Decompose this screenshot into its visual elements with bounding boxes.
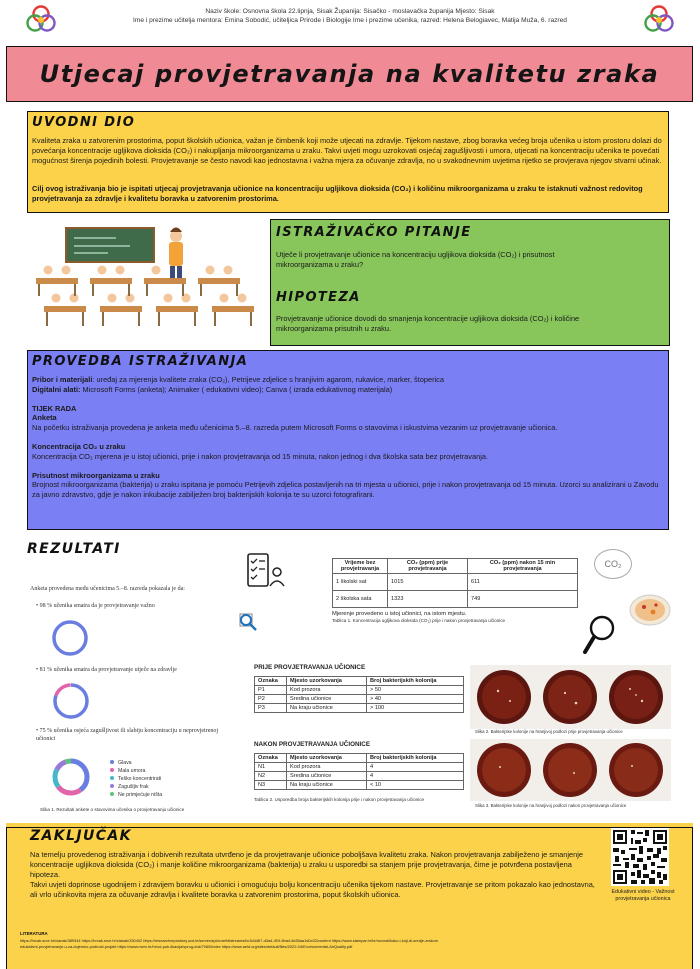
legend-item bbox=[110, 768, 162, 776]
survey-bullet-3: • 75 % učenika osjeća zagušljivost ili slabiju koncentraciju u neprovjetrenoj učionici bbox=[36, 728, 219, 742]
bact-cell: N3 bbox=[255, 781, 287, 790]
photo1-caption: Slika 2. Bakterijske kolonije na hranjivoj podlozi prije provjetravanja učionice bbox=[475, 729, 623, 734]
workflow-heading: TIJEK RADA bbox=[32, 403, 77, 413]
table-row bbox=[255, 704, 464, 713]
hypothesis-text: Provjetravanje učionice dovodi do smanjenja koncentracije ugljikova dioksida (CO₂) i količine mikroorganizama prisutnih u zraku. bbox=[276, 314, 580, 333]
petri-photo-after bbox=[470, 739, 671, 801]
co2-table-wrap bbox=[332, 558, 578, 623]
digital-tools-line bbox=[32, 385, 664, 395]
table-row bbox=[255, 686, 464, 695]
school-logo-left bbox=[24, 2, 58, 36]
legend-label: Mala umora bbox=[118, 768, 146, 774]
title-band bbox=[6, 46, 693, 102]
bact-cell: 4 bbox=[367, 772, 464, 781]
bact-cell: > 40 bbox=[367, 695, 464, 704]
photo2-caption: Slika 3. Bakterijske kolonije na hranjivoj podlozi nakon provjetravanja učionice bbox=[475, 803, 627, 808]
bact-th: Broj bakterijskih kolonija bbox=[367, 754, 464, 763]
header-school-line: Naziv škole: Osnovna škola 22.lipnja, Sisak Županija: Sisačko - moslavačka županija Mjesto: Sisak bbox=[205, 8, 495, 15]
co2-text: Koncentracija CO₂ mjerena je u istoj učionici, prije i nakon provjetravanja od 15 minuta, nakon jednog i dva školska sata bez provjetravanja. bbox=[32, 451, 489, 461]
bact-cell: 4 bbox=[367, 763, 464, 772]
co2-heading: Koncentracija CO₂ u zraku bbox=[32, 441, 126, 451]
bact-cell: N1 bbox=[255, 763, 287, 772]
bacteria-before-table bbox=[254, 676, 464, 713]
survey-bullet-3-text: 75 % učenika osjeća zagušljivost ili slabiju koncentraciju u neprovjetrenoj učionici bbox=[36, 728, 219, 742]
survey-legend bbox=[110, 760, 162, 800]
references-heading: LITERATURA bbox=[20, 931, 48, 936]
bact-cell: P3 bbox=[255, 704, 287, 713]
references-line-2: edukativni-provjetravanje-u-za-dojemno-podructi-projekt https://www.mzm.hr/hr/od-pub-likacija/sprog-dok/7060/index https://www.aeid.org/sites/default/files/2022-04/Environmental-AirQuality.pdf bbox=[20, 944, 353, 949]
legend-dot bbox=[110, 792, 114, 796]
references-line-1: https://hrcak.srce.hr/clanak/389344 https://hrcak.srce.hr/clanak/330402 https://researchrepository.ucd.ie/server/api/core/bitstreams/bc3d4467-d3a4-4f1f-9ba4-8c55aa1d0c32/content https://www.stampar.hr/hr/novosti/kako-i-koji-di-sredje-zrakom bbox=[20, 938, 438, 943]
school-logo-right bbox=[642, 2, 676, 36]
co2-th: CO₂ (ppm) prije provjetravanja bbox=[388, 559, 468, 574]
conclusion-paragraph-1: Na temelju provedenog istraživanja i dobivenih rezultata utvrđeno je da provjetravanje učionice poboljšava kvalitetu zraka. Nakon provjetravanja zabilježeno je smanjenje koncentracije ugljikova dioksida (CO₂) i manje količine mikroorganizama (bakterija) u zraku u usporedbi sa stanjem prije provjetravanja, čime je potvrđena postavljena hipoteza. bbox=[30, 850, 583, 879]
methods-heading: PROVEDBA ISTRAŽIVANJA bbox=[32, 354, 249, 369]
co2-cloud-label: CO₂ bbox=[604, 559, 622, 569]
survey-text: Na početku istraživanja provedena je anketa među učenicima 5.–8. razreda putem Microsoft Forms o stavovima i iskustvima vezanim uz provjetravanje učionica. bbox=[32, 423, 558, 433]
survey-caption: Slika 1. Rezultati ankete o stavovima učenika o provjetravanju učionice bbox=[40, 807, 185, 812]
bact-cell: Kod prozora bbox=[287, 763, 367, 772]
bact-th: Oznaka bbox=[255, 754, 287, 763]
checklist-icon bbox=[246, 552, 286, 590]
legend-dot bbox=[110, 784, 114, 788]
intro-panel bbox=[27, 111, 669, 213]
table2-caption: Tablica 2. Usporedba broja bakterijskih kolonija prije i nakon provjetravanja učionice bbox=[254, 797, 425, 802]
after-title: NAKON PROVJETRAVANJA UČIONICE bbox=[254, 741, 371, 748]
petri-photo-before bbox=[470, 665, 671, 729]
legend-item bbox=[110, 784, 162, 792]
methods-panel bbox=[27, 350, 669, 530]
table-row bbox=[255, 763, 464, 772]
results-heading: REZULTATI bbox=[27, 541, 121, 557]
legend-label: Ne primjećuje ništa bbox=[118, 792, 163, 798]
materials-label: Pribor i materijali bbox=[32, 375, 93, 384]
survey-donut-3 bbox=[48, 754, 94, 800]
search-icon bbox=[237, 611, 259, 633]
poster-title: Utjecaj provjetravanja na kvalitetu zraka bbox=[39, 60, 660, 88]
bact-cell: < 10 bbox=[367, 781, 464, 790]
legend-item bbox=[110, 776, 162, 784]
co2-th: CO₂ (ppm) nakon 15 min provjetravanja bbox=[468, 559, 578, 574]
bact-th: Mjesto uzorkovanja bbox=[287, 754, 367, 763]
classroom-illustration bbox=[30, 222, 262, 332]
table-row bbox=[333, 591, 578, 608]
survey-donut-1 bbox=[50, 618, 90, 658]
survey-bullet-2: • 81 % učenika smatra da provjetravanje utječe na zdravlje bbox=[36, 667, 177, 673]
co2-table bbox=[332, 558, 578, 608]
conclusion-panel bbox=[6, 823, 693, 969]
survey-bullet-1-text: 98 % učenika smatra da je provjetravanje važno bbox=[39, 603, 155, 609]
bact-cell: Kod prozora bbox=[287, 686, 367, 695]
header-authors-line: Ime i prezime učitelja mentora: Emina Sobodić, učiteljica Prirode i Biologije Ime i prezime učenika, razred: Helena Belogiavec, Matija Muža, 6. razred bbox=[133, 17, 567, 24]
poster-header bbox=[0, 0, 700, 42]
survey-heading: Anketa bbox=[32, 413, 57, 423]
magnifier-icon bbox=[582, 614, 620, 656]
microorganisms-text: Brojnost mikroorganizama (bakterija) u zraku ispitana je pomoću Petrijevih zdjelica postavljenih na tri mjesta u učionici, prije i nakon provjetravanja od 15 minuta. Uzorci su analizirani u Zavodu za javno zdravstvo, gdje je nakon inkubacije zabilježen broj bakterijskih kolonija te su uzorci fotografirani. bbox=[32, 480, 659, 500]
bact-cell: Sredina učionice bbox=[287, 772, 367, 781]
co2-cell: 749 bbox=[468, 591, 578, 608]
bact-cell: > 50 bbox=[367, 686, 464, 695]
microorganisms-heading: Prisutnost mikroorganizama u zraku bbox=[32, 470, 160, 480]
co2-cell: 611 bbox=[468, 574, 578, 591]
intro-goal: Cilj ovog istraživanja bio je ispitati utjecaj provjetravanja učionice na koncentraciju ugljikova dioksida (CO₂) i količinu mikroorganizama u zraku te istaknuti važnost redovitog provjetravanja za zdravlje i kvalitetu boravka u zatvorenim prostorima. bbox=[32, 184, 643, 203]
methods-content bbox=[32, 375, 664, 500]
co2-cell: 2 školska sata bbox=[333, 591, 388, 608]
co2-cloud-icon bbox=[594, 549, 632, 579]
legend-dot bbox=[110, 760, 114, 764]
survey-bullet-1: • 98 % učenika smatra da je provjetravanje važno bbox=[36, 603, 155, 609]
bacteria-before-block bbox=[254, 664, 464, 713]
table-row bbox=[255, 781, 464, 790]
qr-caption: Edukativni video - Važnost provjetravanja učionica bbox=[611, 889, 675, 902]
digital-tools-label: Digitalni alati: bbox=[32, 384, 81, 394]
petri-dish-image bbox=[626, 590, 674, 630]
legend-label: Teško koncentrirati bbox=[118, 776, 162, 782]
intro-paragraph: Kvaliteta zraka u zatvorenim prostorima, poput školskih učionica, važan je čimbenik koji može utjecati na zdravlje. Tijekom nastave, zbog boravka većeg broja učenika u istom prostoru dolazi do povećanja koncentracije ugljikova dioksida (CO₂) i nakupljanja mikroorganizama u zraku. Takvi uvjeti mogu uzrokovati osjećaj zagušljivosti i umora, utjecati na koncentraciju učenika te povećati mogućnost širenja pojedinih bolesti. Provjetravanje se često navodi kao jednostavna i važna mjera za očuvanje zdravlja, no u svakodnevnim uvjetima rijetko se provjerava njegov stvarni učinak. bbox=[32, 136, 662, 165]
research-question-panel bbox=[270, 219, 670, 346]
bact-cell: Sredina učionice bbox=[287, 695, 367, 704]
survey-donut-2 bbox=[50, 680, 92, 722]
table-row bbox=[333, 574, 578, 591]
research-question-heading: ISTRAŽIVAČKO PITANJE bbox=[276, 225, 472, 240]
legend-label: Zagušljiv frak bbox=[118, 784, 149, 790]
legend-item bbox=[110, 792, 162, 800]
bact-cell: P1 bbox=[255, 686, 287, 695]
legend-label: Glava bbox=[118, 760, 132, 766]
bact-cell: N2 bbox=[255, 772, 287, 781]
legend-dot bbox=[110, 768, 114, 772]
before-title: PRIJE PROVJETRAVANJA UČIONICE bbox=[254, 664, 366, 671]
survey-intro: Anketa provedena među učenicima 5.–8. razreda pokazala je da: bbox=[30, 586, 185, 592]
conclusion-paragraph-2: Takvi uvjeti doprinose ugodnijem i zdravijem boravku u učionici i omogućuju bolju koncentraciju učenika tijekom nastave. Provjetravanje se pritom pokazalo kao jednostavna, ali vrlo učinkovita mjera za očuvanje zdravlja i kvalitete boravka u zatvorenim prostorima, poput školskih učionica. bbox=[30, 880, 595, 899]
materials-text: : uređaj za mjerenja kvalitete zraka (CO₂), Petrijeve zdjelice s hranjivim agarom, rukavice, marker, štoperica bbox=[92, 375, 444, 384]
intro-heading: UVODNI DIO bbox=[32, 115, 136, 130]
co2-table-note: Mjerenje provedeno u istoj učionici, na istom mjestu. bbox=[332, 611, 467, 617]
survey-bullet-2-text: 81 % učenika smatra da provjetravanje utječe na zdravlje bbox=[39, 667, 177, 673]
materials-line bbox=[32, 375, 664, 385]
digital-tools-text: Microsoft Forms (anketa); Animaker ( edukativni video); Canva ( izrada edukativnog materijala) bbox=[80, 384, 393, 394]
research-question-text: Utječe li provjetravanje učionice na koncentraciju ugljikova dioksida (CO₂) i prisutnost mikroorganizama u zraku? bbox=[276, 250, 555, 269]
co2-cell: 1015 bbox=[388, 574, 468, 591]
bacteria-after-block bbox=[254, 741, 464, 802]
table-row bbox=[255, 772, 464, 781]
legend-dot bbox=[110, 776, 114, 780]
table-row bbox=[255, 695, 464, 704]
co2-table-caption: Tablica 1. Koncentracija ugljikova dioksida (CO₂) prije i nakon provjetravanja učionice bbox=[332, 618, 506, 623]
bact-th: Mjesto uzorkovanja bbox=[287, 677, 367, 686]
bact-cell: Na kraju učionice bbox=[287, 704, 367, 713]
qr-code-icon[interactable] bbox=[611, 828, 669, 886]
conclusion-heading: ZAKLJUČAK bbox=[30, 828, 132, 844]
co2-cell: 1323 bbox=[388, 591, 468, 608]
bact-cell: P2 bbox=[255, 695, 287, 704]
hypothesis-heading: HIPOTEZA bbox=[276, 290, 361, 305]
co2-cell: 1 školski sat bbox=[333, 574, 388, 591]
legend-item bbox=[110, 760, 162, 768]
bact-th: Broj bakterijskih kolonija bbox=[367, 677, 464, 686]
co2-th: Vrijeme bez provjetravanja bbox=[333, 559, 388, 574]
bact-th: Oznaka bbox=[255, 677, 287, 686]
bact-cell: > 100 bbox=[367, 704, 464, 713]
bact-cell: Na kraju učionice bbox=[287, 781, 367, 790]
bacteria-after-table bbox=[254, 753, 464, 790]
